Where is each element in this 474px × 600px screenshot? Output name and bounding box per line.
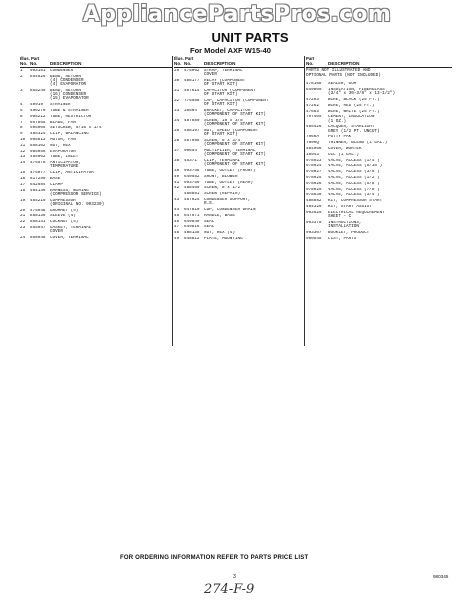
illus-number: 46 xyxy=(174,219,180,224)
part-number: 854626 xyxy=(30,74,46,79)
description-header: DESCRIPTION xyxy=(50,61,82,66)
table-row xyxy=(306,205,452,209)
part-description: SEAL xyxy=(204,219,215,224)
table-row xyxy=(20,236,172,240)
illus-number: 17 xyxy=(20,182,26,187)
table-row xyxy=(306,135,452,139)
part-description: LIST, PARTS xyxy=(328,236,357,241)
part-description: PLATE, MOUNTING xyxy=(204,236,243,241)
table-row xyxy=(20,150,172,154)
illus-number xyxy=(174,192,184,196)
illus-number: 40 xyxy=(174,174,180,179)
part-description: ELECTRICAL REQUIREMENT SHEET - C xyxy=(328,210,385,219)
part-description: CLIP, BALANCING xyxy=(50,132,89,137)
part-number: 475062 xyxy=(184,69,200,73)
illus-number: 6 xyxy=(20,114,23,119)
table-row xyxy=(174,109,304,117)
part-number: 993758 xyxy=(184,169,200,173)
part-number: 649582 xyxy=(184,174,200,179)
parts-column-3 xyxy=(306,56,452,242)
column-header xyxy=(174,56,304,68)
table-row xyxy=(306,110,452,114)
table-row xyxy=(174,69,304,77)
part-number: 855249 xyxy=(30,89,46,93)
part-description: STRAINER xyxy=(50,103,71,108)
part-number: 647810 xyxy=(184,207,200,212)
illus-number: 48 xyxy=(174,231,180,236)
table-row xyxy=(174,192,304,196)
table-row xyxy=(174,181,304,185)
part-description: CAP, CAPACITOR (COMPONENT OF START KIT) xyxy=(204,99,269,108)
part-description: HANDLE, BASE xyxy=(204,213,235,218)
table-row xyxy=(174,186,304,190)
part-number: 797405 xyxy=(306,115,322,120)
part-description: MOTOR, FAN xyxy=(50,137,76,142)
illus-number: 2 xyxy=(20,74,23,79)
part-description: NUT, HEX xyxy=(50,143,71,148)
table-row xyxy=(306,98,452,102)
table-row xyxy=(20,177,172,181)
part-number: 993756 xyxy=(184,180,200,185)
part-number: 993529 xyxy=(306,210,322,215)
part-number: 47262 xyxy=(306,103,319,108)
illus-number: 4 xyxy=(20,103,23,108)
part-number: 487614 xyxy=(184,89,200,93)
part-number: 485324 xyxy=(30,132,46,137)
table-row xyxy=(20,75,172,88)
document-id: 980345 xyxy=(433,574,449,579)
part-number: 993181 xyxy=(30,69,46,73)
table-row xyxy=(20,144,172,148)
part-number: 657865 xyxy=(30,120,46,125)
illus-number: 16 xyxy=(20,176,26,181)
table-row xyxy=(20,214,172,218)
part-description: SEALER, GUM xyxy=(328,82,357,87)
illus-number: 34 xyxy=(174,119,180,123)
part-number: 7966A xyxy=(306,135,319,140)
part-number: 978029 xyxy=(306,187,322,192)
part-number: 649809 xyxy=(306,87,322,92)
part-number: 978026 xyxy=(306,181,322,186)
part-description: VALVE, ACCESS (1/4") xyxy=(328,158,380,163)
part-description: BEND, RETURN (4) CONDENSER (4) EVAPORATOR xyxy=(50,74,87,88)
part-number: 90654 xyxy=(184,149,197,153)
table-row xyxy=(174,214,304,218)
part-number: 487695 xyxy=(184,139,200,143)
part-number: 649849 xyxy=(184,219,200,224)
part-number: 995813 xyxy=(30,137,46,142)
illus-number: 7 xyxy=(20,120,23,125)
part-number: 475048 xyxy=(30,208,46,213)
part-number: 485426 xyxy=(306,125,322,130)
table-row xyxy=(306,164,452,168)
table-row xyxy=(20,155,172,159)
part-description: LOCKNUT (4) xyxy=(50,220,79,225)
part-description: TUBE, RESTRICTOR xyxy=(50,114,92,119)
part-description: BRACKET, CAPACITOR (COMPONENT OF START KIT) xyxy=(204,109,266,118)
part-description: TUBE & STRAINER xyxy=(50,109,89,113)
part-description: TUBE, OUTLET (REAR) xyxy=(204,180,253,185)
model-subtitle: For Model AXF W15-40 xyxy=(190,46,271,55)
illus-number: 9 xyxy=(20,132,23,137)
part-number: 776568 xyxy=(184,99,200,103)
page-number: 3 xyxy=(233,574,236,580)
part-description: MULTIPLIER, TERMINAL (COMPONENT OF START KIT) xyxy=(204,149,266,158)
illus-number: 24 xyxy=(20,235,26,240)
table-row xyxy=(306,170,452,174)
parts-column-2 xyxy=(174,56,304,243)
part-number: 817290 xyxy=(30,176,46,181)
table-row xyxy=(20,171,172,175)
illus-part-header: Illus. Part xyxy=(20,56,40,61)
illus-number: 11 xyxy=(20,143,26,148)
part-number: 7996Q xyxy=(306,141,319,146)
illus-number: 38 xyxy=(174,159,180,163)
table-row xyxy=(306,115,452,123)
illus-number: 30 xyxy=(174,79,180,83)
part-number: 487024 xyxy=(184,197,200,202)
part-description: SEAL xyxy=(204,225,215,230)
table-row xyxy=(174,149,304,157)
part-description: CEMENT, INSULATION (1 OZ.) xyxy=(328,115,375,124)
illus-number: 47 xyxy=(174,225,180,230)
column-divider xyxy=(172,56,173,346)
part-number: 484966 xyxy=(306,146,322,151)
part-number: 488138 xyxy=(184,231,200,236)
part-description: INSTRUCTIONS, INSTALLATION xyxy=(328,220,362,229)
part-description: CLIP, TERMINAL (COMPONENT OF START KIT) xyxy=(204,159,266,168)
part-number: 45371 xyxy=(184,159,197,163)
part-number: 595005 xyxy=(30,126,46,131)
part-description: VALVE, ACCESS (1/2") xyxy=(328,175,380,180)
part-number: 485002 xyxy=(30,155,46,160)
part-description: EVAPORATOR xyxy=(50,149,76,154)
part-number: 475578 xyxy=(30,161,46,166)
part-number: 993307 xyxy=(306,230,322,235)
part-number: 978025 xyxy=(306,175,322,180)
table-row xyxy=(20,121,172,125)
part-number: 995212 xyxy=(30,114,46,119)
table-row xyxy=(20,189,172,197)
part-description: INSULATION, FIBERGLASS (3/4" x 30-3/8" x 13-1/2") xyxy=(328,87,396,97)
illus-number: 5 xyxy=(20,109,23,113)
part-description: TUBE, OUTLET (FRONT) xyxy=(204,169,256,173)
part-description: WIRE, WHITE (25 FT.) xyxy=(328,109,380,114)
part-description: COMPRESSOR (ORIGINAL NO. 993239) xyxy=(50,198,105,207)
table-row xyxy=(174,175,304,179)
illus-number: 15 xyxy=(20,171,26,176)
table-row xyxy=(20,126,172,130)
part-number: 484320 xyxy=(306,204,322,209)
part-description: CONDENSER xyxy=(50,69,74,73)
part-number: 978027 xyxy=(306,170,322,175)
table-row xyxy=(174,220,304,224)
table-row xyxy=(174,89,304,97)
part-number: 858948 xyxy=(30,235,46,240)
part-number: 649816 xyxy=(184,225,200,230)
part-description: NUT, SPEED (COMPONENT OF START KIT) xyxy=(204,129,259,138)
part-number: 993370 xyxy=(306,220,322,225)
part-description: VALVE, ACCESS (7/8") xyxy=(328,187,380,192)
table-row xyxy=(20,132,172,136)
table-row xyxy=(306,231,452,235)
ordering-note: FOR ORDERING INFORMATION REFER TO PARTS PRICE LIST xyxy=(120,555,309,561)
page-title: UNIT PARTS xyxy=(211,30,289,45)
part-description: GROMMET (4) xyxy=(50,208,79,213)
table-row xyxy=(306,125,452,133)
table-row xyxy=(174,208,304,212)
table-row xyxy=(20,138,172,142)
illus-number: 37 xyxy=(174,149,180,153)
illus-number: 36 xyxy=(174,139,180,143)
part-description: VALVE, ACCESS (3/4") xyxy=(328,193,380,198)
part-number: 647971 xyxy=(184,213,200,218)
part-number: 980545 xyxy=(306,236,322,241)
part-description: VALVE, ACCESS (3/8") xyxy=(328,170,380,175)
table-row xyxy=(174,225,304,229)
part-description: KIT, START ASSIST xyxy=(328,204,372,209)
description-header: DESCRIPTION xyxy=(204,61,236,66)
illus-number: 41 xyxy=(174,180,180,185)
no-header: No. xyxy=(174,61,182,66)
part-number: 488197 xyxy=(184,129,200,133)
part-description: WIRE, BLACK (25 FT.) xyxy=(328,97,380,102)
part-description: STRAP, TERMINAL COVER xyxy=(204,69,243,78)
part-number: 488881 xyxy=(184,192,200,197)
table-row xyxy=(174,79,304,87)
part-description: CONDENSER SUPPORT, R.S. xyxy=(204,197,251,207)
illus-number: 49 xyxy=(174,236,180,241)
table-row xyxy=(174,139,304,147)
part-number: 478168 xyxy=(306,82,322,87)
table-row xyxy=(306,221,452,229)
no-header: No. xyxy=(20,61,28,66)
part-description: BEND, RETURN (16) CONDENSER (15) EVAPORATOR xyxy=(50,89,89,102)
part-description: CLAMP xyxy=(50,182,63,187)
part-description: SCREW (REPAIR) xyxy=(204,192,241,197)
table-row xyxy=(20,220,172,224)
table-row xyxy=(20,183,172,187)
part-number: 47263 xyxy=(306,97,319,102)
table-row xyxy=(174,159,304,167)
part-number: 855947 xyxy=(30,225,46,230)
table-row xyxy=(174,99,304,107)
parts-column-1 xyxy=(20,56,172,242)
part-description: SCREW, 8 x 3/4 (COMPONENT OF START KIT) xyxy=(204,139,266,148)
illus-number: 29 xyxy=(174,69,180,73)
part-number: 648812 xyxy=(184,236,200,241)
part-number: 488469 xyxy=(184,186,200,191)
part-header: Part xyxy=(306,56,315,61)
table-row xyxy=(174,129,304,137)
part-description: RELAY (COMPONENT OF START KIT) xyxy=(204,79,246,88)
table-row xyxy=(20,199,172,207)
part-number: 496270 xyxy=(30,109,46,113)
illus-number: 45 xyxy=(174,213,180,218)
part-number: 47663 xyxy=(306,109,319,114)
part-number: 10943 xyxy=(306,152,319,157)
table-row xyxy=(306,199,452,203)
part-description: SETSCREW, 5/16 x 1/4 xyxy=(50,126,102,131)
part-number: 978024 xyxy=(306,164,322,169)
illus-number: 42 xyxy=(174,186,180,191)
part-description: VALVE, ACCESS (5/8") xyxy=(328,181,380,186)
illus-number: 44 xyxy=(174,207,180,212)
part-number: 858131 xyxy=(30,220,46,225)
part-description: KIT, COMPRESSOR START xyxy=(328,199,383,204)
illus-number: 8 xyxy=(20,126,23,131)
part-description: NUT, HEX (4) xyxy=(204,231,235,236)
part-number: 488882 xyxy=(306,199,322,204)
illus-number: 39 xyxy=(174,169,180,173)
table-row xyxy=(306,188,452,192)
part-description: PUTTY PAK xyxy=(328,135,352,140)
part-description: BASE xyxy=(50,176,61,181)
part-number: 858102 xyxy=(30,143,46,148)
part-description: VALVE, ACCESS (5/16") xyxy=(328,164,383,169)
illus-number: 20 xyxy=(20,208,26,213)
column-header xyxy=(20,56,172,68)
part-description: CLIP, ANTICIPATOR xyxy=(50,171,94,176)
table-row xyxy=(174,231,304,235)
table-row xyxy=(306,193,452,197)
no-header: No. xyxy=(184,61,192,66)
part-description: SLEEVE (4) xyxy=(50,214,76,219)
illus-number: 14 xyxy=(20,161,26,166)
table-row xyxy=(306,82,452,86)
table-row xyxy=(306,237,452,241)
part-description: BOOKLET, PRODUCT xyxy=(328,230,370,235)
part-number: 985055 xyxy=(30,149,46,154)
part-description: CAPACITOR (COMPONENT OF START KIT) xyxy=(204,89,256,98)
table-row xyxy=(306,147,452,151)
illus-number: 18 xyxy=(20,188,26,193)
illus-number: 10 xyxy=(20,137,26,142)
not-illustrated-note: PARTS NOT ILLUSTRATED AND OPTIONAL PARTS (NOT INCLUDED) xyxy=(306,68,381,78)
column-divider xyxy=(304,56,305,346)
part-description: SCREW, 10 x 3/8 (COMPONENT OF START KIT) xyxy=(204,119,266,128)
no-header: No. xyxy=(306,61,314,66)
illus-number: 32 xyxy=(174,99,180,103)
illus-number: 3 xyxy=(20,89,23,93)
table-row xyxy=(306,88,452,96)
illus-number: 35 xyxy=(174,129,180,133)
illus-number: 13 xyxy=(20,155,26,160)
part-description: COVER, TERMINAL xyxy=(50,235,89,240)
part-description: SHUNT, BLOWER xyxy=(204,174,238,179)
table-row xyxy=(20,115,172,119)
description-header: DESCRIPTION xyxy=(328,61,360,66)
part-description: TUBE, INLET xyxy=(50,155,79,160)
illus-number: 21 xyxy=(20,214,26,219)
table-row xyxy=(20,69,172,73)
table-row xyxy=(306,104,452,108)
table-row xyxy=(174,237,304,241)
part-number: 858136 xyxy=(30,214,46,219)
parts-list xyxy=(174,69,304,241)
table-row xyxy=(306,176,452,180)
illus-number: 31 xyxy=(174,89,180,93)
part-description: COVER, WORTEK xyxy=(328,146,362,151)
part-description: GASKET, TERMINAL COVER xyxy=(50,225,92,235)
illus-part-header: Illus. Part xyxy=(174,56,194,61)
table-row xyxy=(174,119,304,127)
table-row xyxy=(306,211,452,219)
table-row xyxy=(174,169,304,173)
part-description: WIRE, RED (25 FT.) xyxy=(328,103,375,108)
part-number: 642684 xyxy=(30,182,46,187)
part-number: 484219 xyxy=(30,198,46,203)
illus-number: 1 xyxy=(20,69,23,73)
table-row xyxy=(20,209,172,213)
column-header xyxy=(306,56,452,68)
illus-number: 33 xyxy=(174,109,180,113)
part-number: 978023 xyxy=(306,158,322,163)
illus-number: 19 xyxy=(20,198,26,203)
part-description: HARNESS, WIRING (COMPRESSOR SERVICE) xyxy=(50,188,102,197)
part-number: 40919 xyxy=(30,103,43,108)
part-description: SCREW, 8 x 1/2 xyxy=(204,186,241,191)
part-description: CUP, CONDENSER DRAIN xyxy=(204,207,256,212)
part-description: BLADE, FAN xyxy=(50,120,76,125)
part-number: 484136 xyxy=(30,188,46,193)
illus-number: 22 xyxy=(20,220,26,225)
part-description: LACQUER, STARLIGHT GREY (1/2 PT. UNCUT) xyxy=(328,125,380,134)
table-row xyxy=(306,141,452,145)
table-row xyxy=(306,182,452,186)
table-row xyxy=(20,103,172,107)
table-row xyxy=(306,153,452,157)
part-number: 475077 xyxy=(30,171,46,176)
part-number: 35564 xyxy=(184,109,197,113)
illus-number: 12 xyxy=(20,149,26,154)
part-number: 487889 xyxy=(184,119,200,123)
part-description: OIL (1 GAL.) xyxy=(328,152,359,157)
watermark-logo: AppliancePartsPros.com xyxy=(82,2,392,27)
parts-list xyxy=(306,82,452,241)
part-description: THINNER, BLEND (1 GAL.) xyxy=(328,141,388,146)
part-description: ANTICIPATOR, TEMPERATURE xyxy=(50,161,81,170)
handwritten-code: 274-F-9 xyxy=(204,582,255,597)
illus-number: 43 xyxy=(174,197,180,202)
table-row xyxy=(20,226,172,234)
illus-number: 23 xyxy=(20,225,26,230)
parts-list xyxy=(20,69,172,240)
part-number: 978030 xyxy=(306,193,322,198)
part-number: 488177 xyxy=(184,79,200,83)
no-header: No. xyxy=(30,61,38,66)
table-row xyxy=(306,159,452,163)
table-row xyxy=(174,198,304,206)
table-row xyxy=(20,89,172,102)
table-row xyxy=(20,161,172,169)
table-row xyxy=(20,109,172,113)
